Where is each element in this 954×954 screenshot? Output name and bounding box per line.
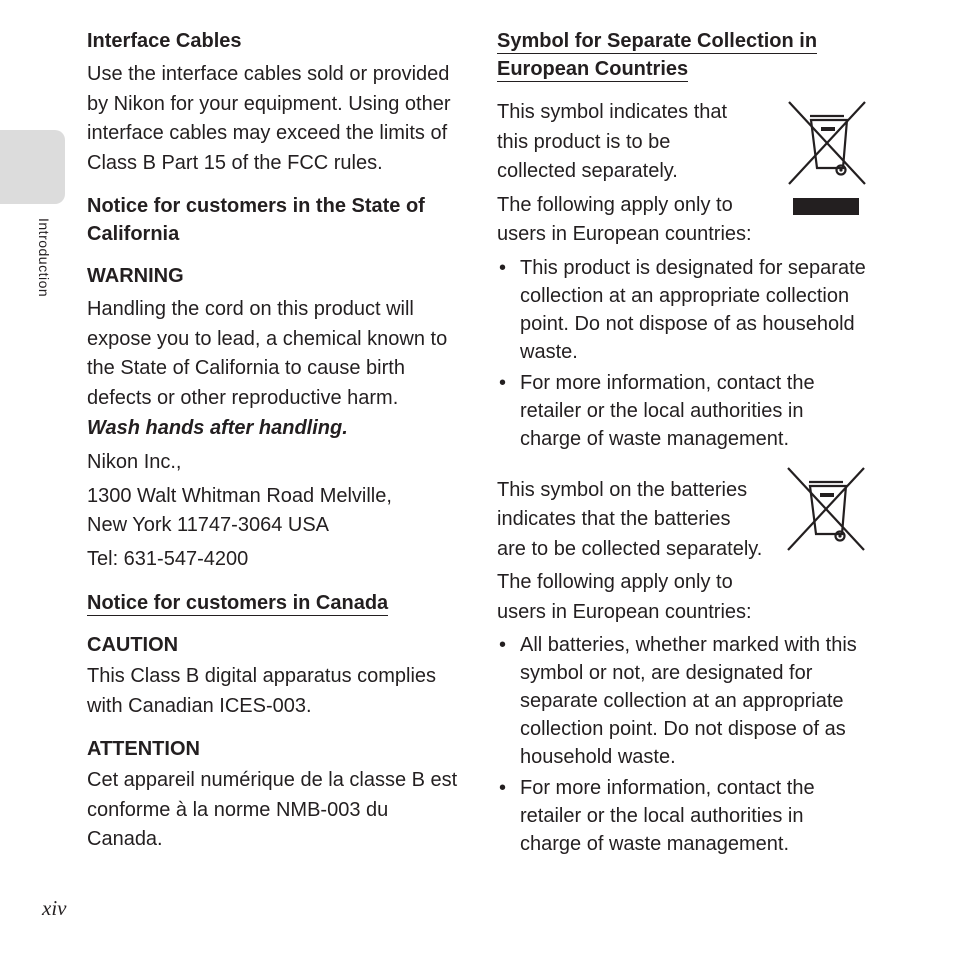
product-apply-line: The following apply only to [497,193,733,216]
section-label: Introduction [36,218,52,298]
battery-apply-line: The following apply only to [497,571,733,593]
product-bullets [497,254,869,453]
list-item: • All batteries, whether marked with this symbol or not, are designated for separate collection at an appropriate collection point. Do not dispose of as household waste. [497,631,869,771]
black-bar-icon [793,198,859,215]
warning-heading: WARNING [87,265,184,287]
attention-heading: ATTENTION [87,738,200,760]
crossed-out-wheelie-bin-icon [786,466,866,554]
separate-collection-heading [497,27,869,83]
product-intro [497,98,752,187]
battery-intro-line: This symbol on the batteries [497,478,748,501]
battery-apply [497,568,772,627]
company-name: Nikon Inc., [87,451,182,473]
battery-bullets [497,631,869,858]
battery-intro-line: indicates that the batteries [497,508,731,530]
canada-heading-text: Notice for customers in Canada [87,592,389,614]
interface-cables-heading: Interface Cables [87,30,242,52]
crossed-out-wheelie-bin-icon [787,100,867,188]
product-intro-line: this product is to be [497,130,671,153]
battery-intro-line: are to be collected separately. [497,537,763,560]
section-tab [0,130,65,204]
attention-text: Cet appareil numérique de la classe B est conforme à la norme NMB-003 du Canada. [87,769,458,850]
address-line-2: New York 11747-3064 USA [87,514,330,536]
list-item: • For more information, contact the retailer or the local authorities in charge of waste management. [497,369,869,453]
battery-intro [497,476,782,565]
caution-heading: CAUTION [87,634,179,656]
wash-hands-text: Wash hands after handling. [87,417,348,439]
product-intro-line: collected separately. [497,160,678,182]
battery-apply-line: users in European countries: [497,600,752,623]
canada-heading [87,589,462,617]
caution-text: This Class B digital apparatus complies with Canadian ICES-003. [87,665,437,717]
product-apply-line: users in European countries: [497,223,752,245]
california-heading: Notice for customers in the State of California [87,195,425,245]
warning-text: Handling the cord on this product will expose you to lead, a chemical known to the State of California to cause birth defects or other reproductive harm. [87,298,448,409]
heading-line-1: Symbol for Separate Collection in [497,30,818,52]
list-item: • This product is designated for separate collection at an appropriate collection point. Do not dispose of as household waste. [497,254,869,366]
left-column [87,24,462,855]
telephone: Tel: 631-547-4200 [87,547,249,570]
product-intro-line: This symbol indicates that [497,101,728,123]
product-apply [497,191,772,250]
page-number: xiv [42,896,67,920]
heading-line-2: European Countries [497,58,689,80]
interface-cables-text: Use the interface cables sold or provided by Nikon for your equipment. Using other interface cables may exceed the limits of Class B Part 15 of the FCC rules. [87,63,451,174]
address-line-1: 1300 Walt Whitman Road Melville, [87,484,392,507]
list-item: • For more information, contact the retailer or the local authorities in charge of waste management. [497,774,869,858]
